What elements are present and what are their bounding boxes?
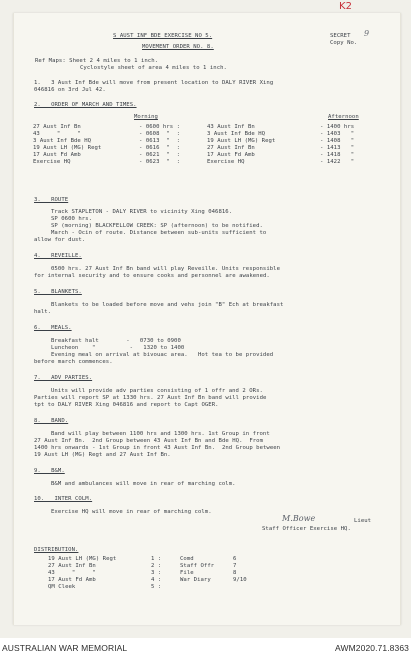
blankets-line: Blankets to be loaded before move and vehs join "B" Ech at breakfast bbox=[51, 302, 284, 308]
copy-number: 9 bbox=[364, 29, 370, 38]
reveille-line: 0500 hrs. 27 Aust Inf Bn band will play Reveille. Units responsible bbox=[51, 266, 280, 272]
distribution-copy-no: 6 bbox=[233, 556, 237, 562]
signature: M.Bowe bbox=[282, 514, 316, 523]
march-time: - 0616 " : bbox=[139, 145, 181, 151]
route-line: allow for dust. bbox=[34, 237, 86, 243]
march-unit-pm: 19 Aust LH (MG) Regt bbox=[207, 138, 276, 144]
intro-line: 1. 3 Aust Inf Bde will move from present location to DALY RIVER Xing bbox=[34, 80, 274, 86]
distribution-copy-no: 3 : bbox=[151, 570, 162, 576]
signature-title: Staff Officer Exercise HQ. bbox=[262, 526, 351, 532]
march-unit: 43 " " bbox=[33, 131, 81, 137]
order-title: MOVEMENT ORDER NO. 8. bbox=[142, 44, 214, 50]
band-line: Band will play between 1100 hrs and 1300 hrs. 1st Group in front bbox=[51, 431, 270, 437]
meals-line: Luncheon " - 1320 to 1400 bbox=[51, 345, 185, 351]
march-unit: Exercise HQ bbox=[33, 159, 71, 165]
march-time-pm: - 1418 " bbox=[320, 152, 355, 158]
meals-line: before march commences. bbox=[34, 359, 113, 365]
section-heading: 7. ADV PARTIES. bbox=[34, 375, 93, 381]
header-title: S AUST INF BDE EXERCISE NO 5. bbox=[113, 33, 213, 39]
reveille-line: for internal security and to ensure cooks and personnel are awakened. bbox=[34, 273, 270, 279]
band-line: 19 Aust LH (MG) Regt and 27 Aust Inf Bn. bbox=[34, 452, 171, 458]
document-page bbox=[13, 1, 401, 625]
copy-no-label: Copy No. bbox=[330, 40, 358, 46]
bm-line: B&M and ambulances will move in rear of marching colm. bbox=[51, 481, 236, 487]
adv-parties-line: Units will provide adv parties consisting of 1 offr and 2 ORs. bbox=[51, 388, 263, 394]
march-unit-pm: 3 Aust Inf Bde HQ bbox=[207, 131, 266, 137]
distribution-copy-no: 1 : bbox=[151, 556, 162, 562]
adv-parties-line: tpt to DALY RIVER Xing 046816 and report to Capt OGER. bbox=[34, 402, 219, 408]
route-line: SP 0600 hrs. bbox=[51, 216, 93, 222]
section-heading: 4. REVEILLE. bbox=[34, 253, 82, 259]
section-heading: 5. BLANKETS. bbox=[34, 289, 82, 295]
footer-accession-number: AWM2020.71.8363 bbox=[335, 643, 409, 653]
signature-rank: Lieut bbox=[354, 518, 372, 524]
march-unit-pm: 17 Aust Fd Amb bbox=[207, 152, 255, 158]
section-heading: 8. BAND. bbox=[34, 418, 69, 424]
section-heading: 3. ROUTE bbox=[34, 197, 69, 203]
march-unit-pm: 43 Aust Inf Bn bbox=[207, 124, 255, 130]
intro-line: 046816 on 3rd Jul 42. bbox=[34, 87, 106, 93]
route-line: SP (morning) BLACKFELLOW CREEK: SP (afternoon) to be notified. bbox=[51, 223, 263, 229]
blankets-line: halt. bbox=[34, 309, 52, 315]
meals-line: Evening meal on arrival at bivouac area. Hot tea to be provided bbox=[51, 352, 274, 358]
footer-institution: AUSTRALIAN WAR MEMORIAL bbox=[2, 643, 128, 653]
march-time-pm: - 1400 hrs bbox=[320, 124, 355, 130]
distribution-copy-no: 7 bbox=[233, 563, 237, 569]
distribution-entry: War Diary bbox=[180, 577, 211, 583]
distribution-copy-no: 2 : bbox=[151, 563, 162, 569]
band-line: 1400 hrs onwards - 1st Group in front 43 Aust Inf Bn. 2nd Group between bbox=[34, 445, 281, 451]
march-time: - 0623 " : bbox=[139, 159, 181, 165]
march-time-pm: - 1408 " bbox=[320, 138, 355, 144]
march-unit-pm: 27 Aust Inf Bn bbox=[207, 145, 255, 151]
distribution-entry: Staff Offr bbox=[180, 563, 215, 569]
distribution-entry: 19 Aust LH (MG) Regt bbox=[48, 556, 117, 562]
march-unit: 27 Aust Inf Bn bbox=[33, 124, 81, 130]
distribution-copy-no: 5 : bbox=[151, 584, 162, 590]
adv-parties-line: Parties will report SP at 1330 hrs. 27 Aust Inf Bn band will provide bbox=[34, 395, 267, 401]
march-unit-pm: Exercise HQ bbox=[207, 159, 245, 165]
route-line: March - Ocin of route. Distance between sub-units sufficient to bbox=[51, 230, 267, 236]
distribution-entry: 43 " " bbox=[48, 570, 96, 576]
route-line: Track STAPLETON - DALY RIVER to vicinity Xing 046816. bbox=[51, 209, 233, 215]
march-unit: 3 Aust Inf Bde HQ bbox=[33, 138, 92, 144]
distribution-entry: 27 Aust Inf Bn bbox=[48, 563, 96, 569]
section-heading: 2. ORDER OF MARCH AND TIMES. bbox=[34, 102, 137, 108]
distribution-entry: Comd bbox=[180, 556, 194, 562]
distribution-copy-no: 4 : bbox=[151, 577, 162, 583]
march-time: - 0613 " : bbox=[139, 138, 181, 144]
march-time: - 0608 " : bbox=[139, 131, 181, 137]
distribution-copy-no: 9/10 bbox=[233, 577, 247, 583]
ref-maps-2: Cyclostyle sheet of area 4 miles to 1 inch. bbox=[80, 65, 227, 71]
march-time: - 0621 " : bbox=[139, 152, 181, 158]
march-time-pm: - 1403 " bbox=[320, 131, 355, 137]
inter-colm-line: Exercise HQ will move in rear of marching colm. bbox=[51, 509, 212, 515]
section-heading: 9. B&M. bbox=[34, 468, 65, 474]
distribution-copy-no: 8 bbox=[233, 570, 237, 576]
distribution-entry: QM Cleek bbox=[48, 584, 76, 590]
ref-maps: Ref Maps: Sheet 2 4 miles to 1 inch. bbox=[35, 58, 159, 64]
secret-stamp: SECRET bbox=[330, 33, 351, 39]
meals-line: Breakfast halt - 0730 to 0900 bbox=[51, 338, 181, 344]
corner-mark: K2 bbox=[339, 1, 353, 12]
column-heading-morning: Morning bbox=[134, 114, 158, 120]
march-unit: 19 Aust LH (MG) Regt bbox=[33, 145, 102, 151]
column-heading-afternoon: Afternoon bbox=[328, 114, 359, 120]
distribution-entry: File bbox=[180, 570, 194, 576]
march-time: - 0600 hrs : bbox=[139, 124, 181, 130]
band-line: 27 Aust Inf Bn. 2nd Group between 43 Aust Inf Bn and Bde HQ. From bbox=[34, 438, 263, 444]
march-time-pm: - 1422 " bbox=[320, 159, 355, 165]
section-heading: 6. MEALS. bbox=[34, 325, 72, 331]
distribution-heading: DISTRIBUTION. bbox=[34, 547, 79, 553]
section-heading: 10. INTER COLM. bbox=[34, 496, 93, 502]
distribution-entry: 17 Aust Fd Amb bbox=[48, 577, 96, 583]
march-unit: 17 Aust Fd Amb bbox=[33, 152, 81, 158]
march-time-pm: - 1413 " bbox=[320, 145, 355, 151]
